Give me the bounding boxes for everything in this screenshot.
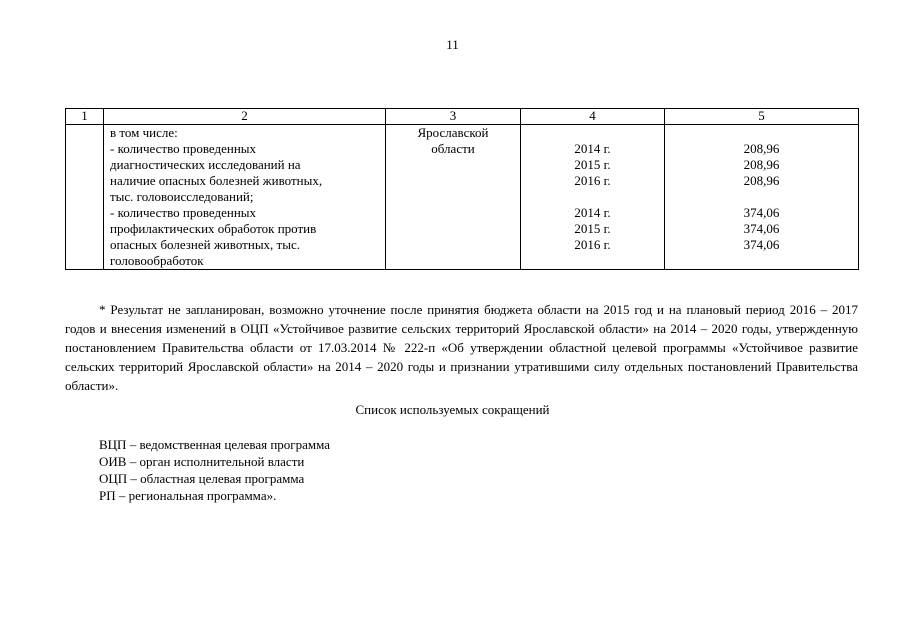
- list-item: ВЦП – ведомственная целевая программа: [99, 437, 331, 452]
- header-col-2: 2: [104, 109, 386, 125]
- year-value: 2014 г.: [574, 141, 611, 156]
- indicator-line: в том числе:: [110, 125, 178, 140]
- list-item: ОЦП – областная целевая программа: [99, 471, 305, 486]
- indicator-line: - количество проведенных: [110, 205, 257, 220]
- region-line: области: [431, 141, 475, 156]
- year-value: 2015 г.: [574, 221, 611, 236]
- header-col-5: 5: [665, 109, 859, 125]
- year-value: 2014 г.: [574, 205, 611, 220]
- table-row: [66, 125, 859, 270]
- table-header-row: [66, 109, 859, 125]
- year-value: 2016 г.: [574, 237, 611, 252]
- indicator-line: тыс. головоисследований;: [110, 189, 254, 204]
- list-item: ОИВ – орган исполнительной власти: [99, 454, 305, 469]
- indicator-line: наличие опасных болезней животных,: [110, 173, 323, 188]
- indicator-value: 374,06: [743, 237, 780, 252]
- indicator-value: 208,96: [743, 141, 780, 156]
- footnote-paragraph: * Результат не запланирован, возможно уточнение после принятия бюджета области на 2015 год и на плановый период 2016 – 2017 годов и внесения изменений в ОЦП «Устойчивое развитие сельских территорий Ярославской области» на 2014 – 2020 годы, утвержденную постановлением Правительства области от 17.03.2014 № 222-п «Об утверждении областной целевой программы «Устойчивое развитие сельских территорий Ярославской области» на 2014 – 2020 годы и признании утратившими силу отдельных постановлений Правительства области».: [65, 302, 858, 393]
- region-line: Ярославской: [417, 125, 489, 140]
- header-col-4: 4: [521, 109, 665, 125]
- list-item: РП – региональная программа».: [99, 488, 277, 503]
- header-col-3: 3: [386, 109, 521, 125]
- region-cell: [386, 125, 521, 270]
- indicator-value: 374,06: [743, 221, 780, 236]
- page-number: 11: [446, 37, 459, 52]
- row-number-cell: [66, 125, 104, 270]
- indicator-value: 374,06: [743, 205, 780, 220]
- abbreviations-title: Список используемых сокращений: [355, 402, 550, 417]
- header-col-1: 1: [66, 109, 104, 125]
- indicator-line: профилактических обработок против: [110, 221, 317, 236]
- indicator-line: опасных болезней животных, тыс.: [110, 237, 300, 252]
- year-cell: [521, 125, 665, 270]
- indicator-name-cell: [104, 125, 386, 270]
- abbreviations-list: [99, 436, 330, 504]
- year-value: 2015 г.: [574, 157, 611, 172]
- indicator-line: головообработок: [110, 253, 204, 268]
- indicator-value: 208,96: [743, 157, 780, 172]
- indicator-value: 208,96: [743, 173, 780, 188]
- indicator-line: диагностических исследований на: [110, 157, 301, 172]
- year-value: 2016 г.: [574, 173, 611, 188]
- indicator-line: - количество проведенных: [110, 141, 257, 156]
- value-cell: [665, 125, 859, 270]
- indicators-table: [65, 108, 859, 270]
